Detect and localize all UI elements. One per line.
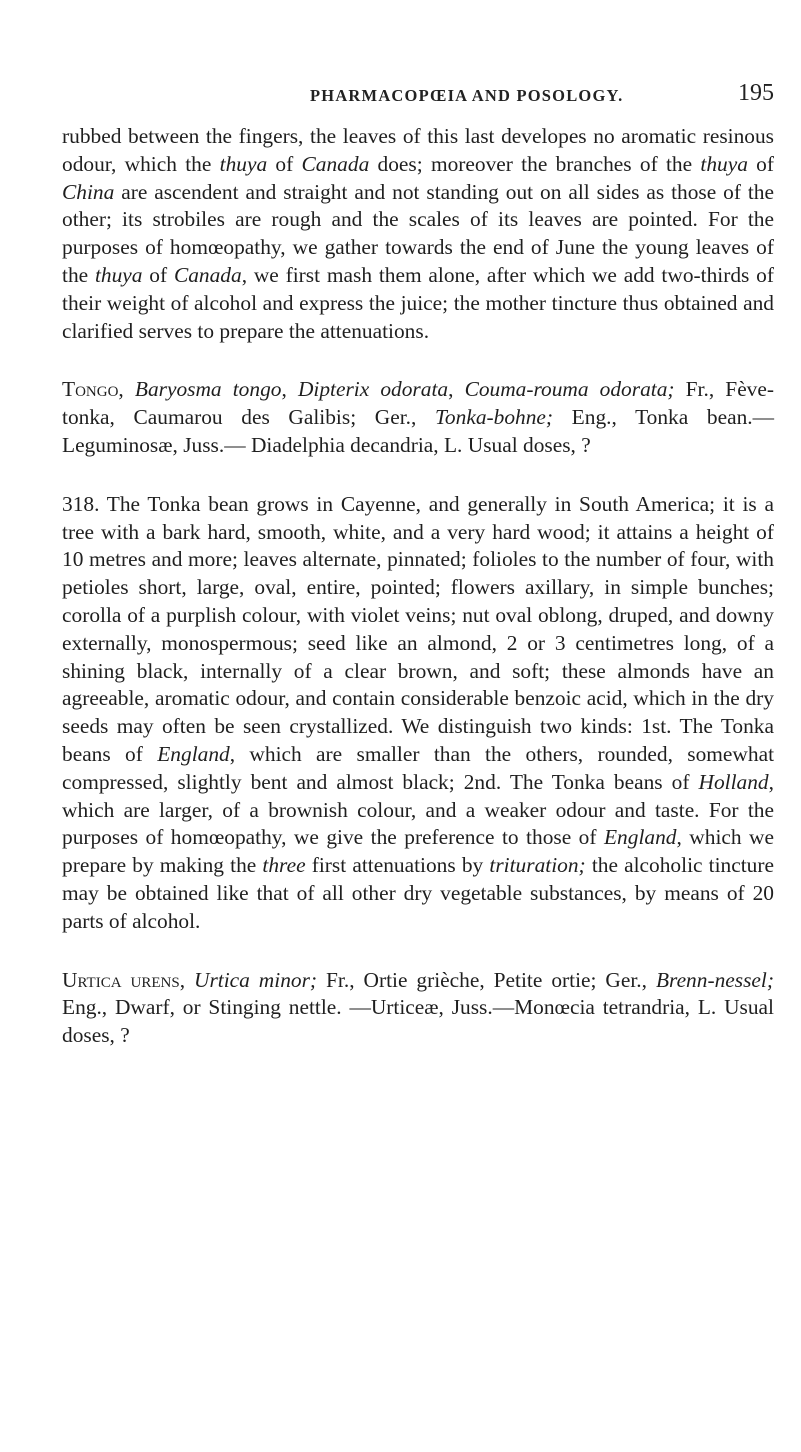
italic-term: England xyxy=(157,741,230,766)
text-span: the alcoholic tincture may be obtained like that of all other dry vegetable substances, by means of 20 parts of alcohol. xyxy=(62,853,774,933)
text-span: does; moreover the branches of the xyxy=(369,151,701,176)
italic-term: Couma-rouma odorata; xyxy=(464,377,675,402)
running-head: PHARMACOPŒIA AND POSOLOGY. xyxy=(310,86,624,105)
italic-term: Tonka-bohne; xyxy=(435,405,554,430)
text-span: are ascendent and straight and not standing out on all sides as those of the other; its strobiles are rough and the scales of its leaves are pointed. For the purposes of homœopathy, we gather towards the end of June the young leaves of the xyxy=(62,179,774,287)
text-span: , which are smaller than the others, rounded, somewhat compressed, slightly bent and almost black; 2nd. The Tonka beans of xyxy=(62,741,775,794)
text-span: 318. The Tonka bean grows in Cayenne, and generally in South America; it is a tree with a bark hard, smooth, white, and a very hard wood; it attains a height of 10 metres and more; leaves alternate, pinnated; folioles to the number of four, with petioles short, large, oval, entire, pointed; flowers axillary, in simple bunches; corolla of a purplish colour, with violet veins; nut oval oblong, druped, and downy externally, monospermous; seed like an almond, 2 or 3 centimetres long, of a shining black, internally of a clear brown, and soft; these almonds have an agreeable, aromatic odour, and contain considerable benzoic acid, which in the dry seeds may often be seen crystallized. We distinguish two kinds: 1st. The Tonka beans of xyxy=(62,491,774,766)
italic-term: thuya xyxy=(94,262,143,287)
text-span: rubbed between the fingers, the leaves of this last developes no aromatic resinous odour, which the xyxy=(62,124,774,176)
paragraph-318-tonka xyxy=(62,491,774,936)
italic-term: trituration; xyxy=(489,853,586,878)
italic-term: Canada xyxy=(301,151,370,176)
italic-term: Brenn-nessel; xyxy=(655,967,774,992)
italic-term: Canada xyxy=(173,262,242,287)
text-span: Fr., Ortie grièche, Petite ortie; Ger., xyxy=(317,967,656,992)
text-span: of xyxy=(747,151,774,176)
page-number: 195 xyxy=(738,80,774,106)
page-header xyxy=(60,78,774,110)
entry-name: Urtica urens xyxy=(62,967,180,992)
italic-term: thuya xyxy=(700,151,748,176)
text-span: first attenuations by xyxy=(305,853,490,878)
italic-term: China xyxy=(62,179,115,204)
body-text xyxy=(62,123,774,1050)
italic-term: Dipterix odorata xyxy=(297,377,449,402)
text-span: , xyxy=(281,377,298,402)
text-span: , xyxy=(118,377,135,402)
text-span: Fr., Fève-tonka, Caumarou des Galibis; Ger., xyxy=(62,377,774,430)
text-span: , xyxy=(179,967,194,992)
italic-term: Holland xyxy=(698,769,769,794)
italic-term: England xyxy=(603,825,677,850)
paragraph-thuya-continued xyxy=(62,123,774,345)
italic-term: Baryosma tongo xyxy=(134,377,282,402)
italic-term: Urtica minor; xyxy=(194,967,318,992)
paragraph-tongo-heading xyxy=(62,376,774,459)
text-span: , which are larger, of a brownish colour, and a weaker odour and taste. For the purposes of homœopathy, we give the preference to those of xyxy=(62,769,774,850)
text-span: , which we prepare by making the xyxy=(62,825,774,878)
italic-term: three xyxy=(262,853,306,878)
text-span: , xyxy=(448,377,465,402)
italic-term: thuya xyxy=(219,151,268,176)
text-span: of xyxy=(142,262,174,287)
text-span: Eng., Dwarf, or Stinging nettle. —Urticeæ, Juss.—Monœcia tetrandria, L. Usual doses, ? xyxy=(62,995,774,1048)
paragraph-urtica-heading xyxy=(62,967,774,1050)
entry-name: Tongo xyxy=(62,377,119,402)
text-span: of xyxy=(267,151,302,176)
text-span: , we first mash them alone, after which we add two-thirds of their weight of alcohol and express the juice; the mother tincture thus obtained and clarified serves to prepare the attenuations. xyxy=(62,262,775,343)
text-span: Eng., Tonka bean.—Leguminosæ, Juss.— Diadelphia decandria, L. Usual doses, ? xyxy=(62,405,774,457)
